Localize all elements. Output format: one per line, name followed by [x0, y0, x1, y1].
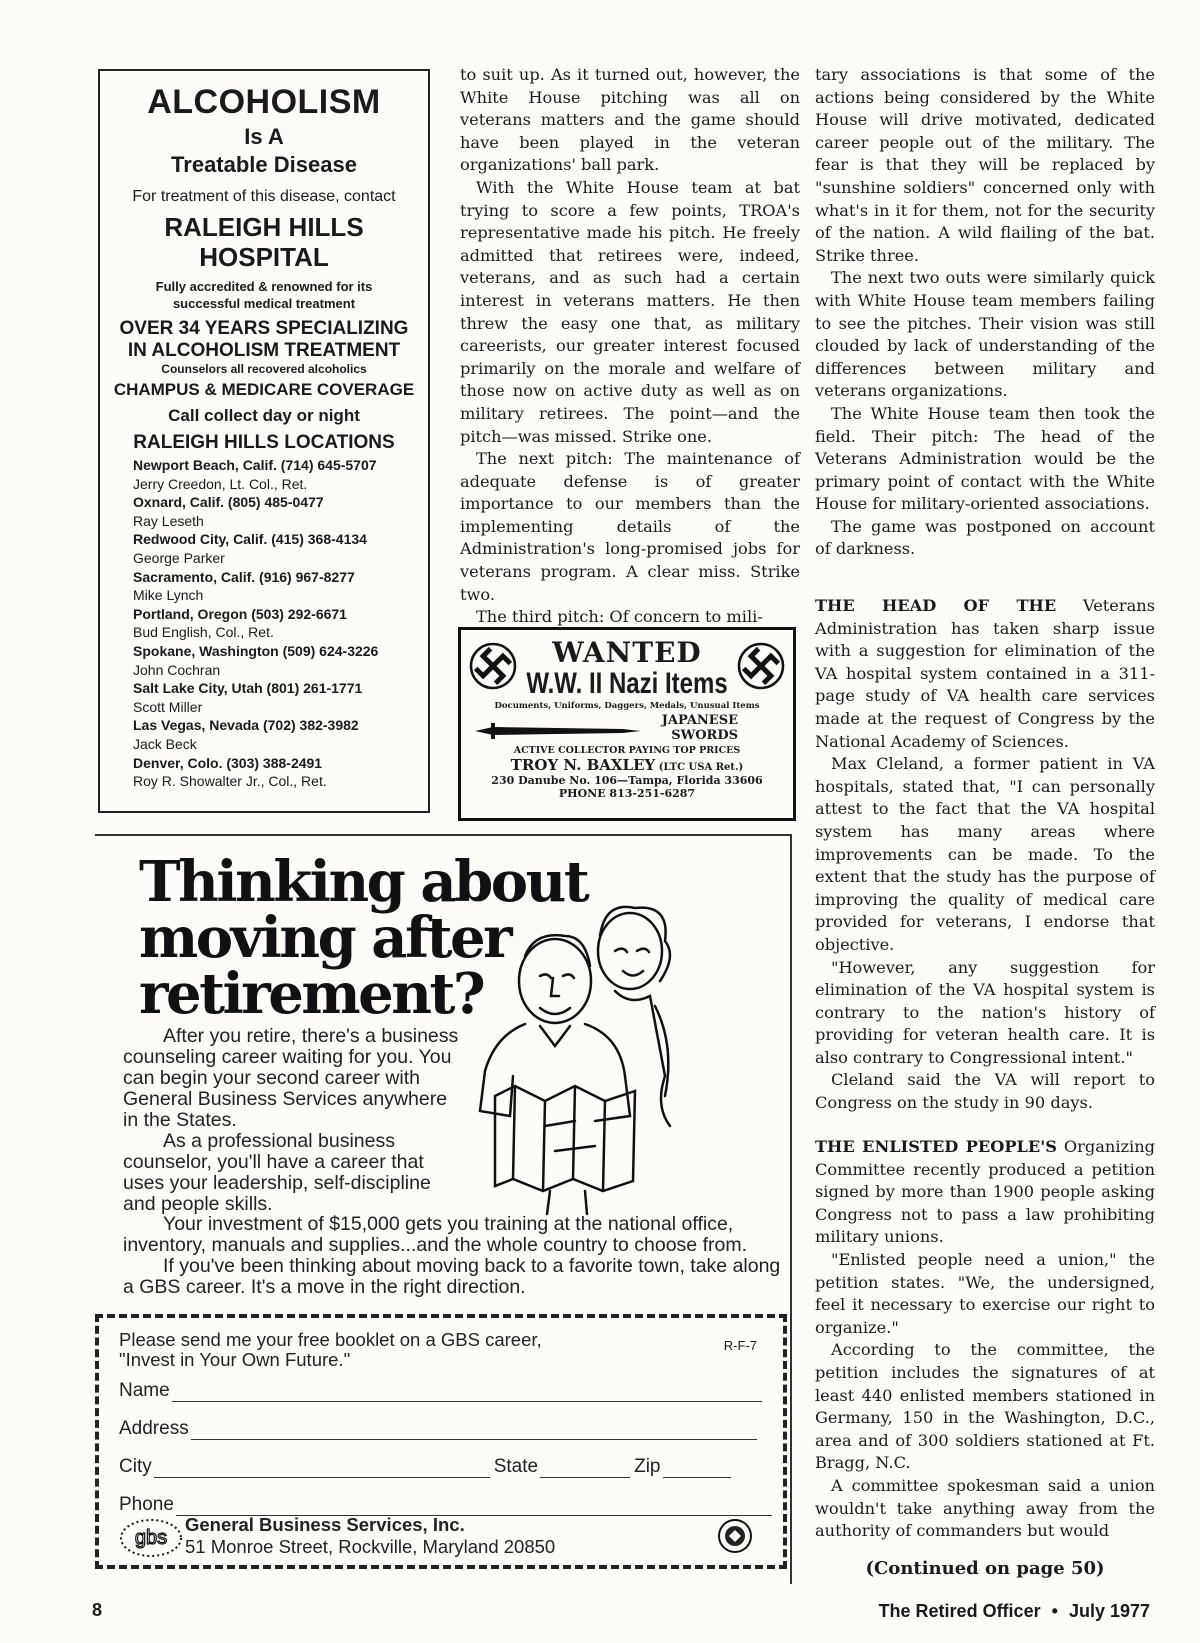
locations-list [100, 456, 428, 791]
couple-illustration [455, 896, 755, 1216]
wanted-subtitle: W.W. II Nazi Items [526, 667, 728, 700]
paragraph: According to the committee, the petition includes the signatures of at least 440 enlisted members stationed in Germany, 150 in the Washington, D.C., area and of 300 soldiers stationed at Ft. Bragg, N.C. [815, 1340, 1155, 1473]
coupon-request [119, 1330, 542, 1370]
article-column-middle [460, 64, 800, 629]
section-lead: THE ENLISTED PEOPLE'S [815, 1137, 1057, 1156]
coupon-form [95, 1314, 787, 1569]
address-label: Address [119, 1418, 189, 1439]
ad-title: ALCOHOLISM [147, 83, 381, 121]
swords-line-1: JAPANESE [661, 713, 738, 728]
publication-footer [879, 1601, 1150, 1622]
address-line[interactable] [191, 1438, 757, 1440]
location-city: Portland, Oregon (503) 292-6671 [133, 605, 347, 622]
ad-subtitle-2: Treatable Disease [171, 152, 357, 177]
city-label: City [119, 1456, 152, 1477]
location-city: Las Vegas, Nevada (702) 382-3982 [133, 717, 359, 734]
hospital-line-2: HOSPITAL [199, 242, 329, 272]
state-line[interactable] [540, 1476, 630, 1478]
headline-line-2: moving after [139, 905, 511, 971]
wanted-ad [458, 627, 796, 821]
collector-name [461, 756, 793, 774]
location-person: Scott Miller [133, 698, 203, 715]
sword-icon [473, 717, 643, 745]
rank-text: (LTC USA Ret.) [655, 762, 744, 773]
publication-name: The Retired Officer [878, 1601, 1041, 1621]
name-label: Name [119, 1380, 170, 1401]
article-section-union [815, 1136, 1155, 1543]
phone-label: Phone [119, 1494, 174, 1515]
paragraph: If you've been thinking about moving back to a favorite town, take along a GBS career. It's a move in the right direction. [123, 1255, 781, 1298]
call-note: Call collect day or night [168, 406, 360, 425]
state-label: State [493, 1456, 539, 1477]
paragraph [815, 595, 1155, 753]
paragraph: "However, any suggestion for elimination of the VA hospital system is contrary to the nation's history of providing for veteran health care. It is also contrary to Congressional intent." [815, 957, 1155, 1067]
paragraph: tary associations is that some of the actions being considered by the White House will drive motivated, dedicated career people out of the military. The fear is that they will be replaced by "sunshine soldiers" concerned only with what's in it for them, not for the security of the nation. A wild flailing of the bat. Strike three. [815, 65, 1155, 265]
request-line-1: Please send me your free booklet on a GBS career, [119, 1329, 542, 1350]
location-city: Newport Beach, Calif. (714) 645-5707 [133, 457, 377, 473]
specializing-line-1: OVER 34 YEARS SPECIALIZING [119, 318, 409, 339]
paragraph: to suit up. As it turned out, however, the White House pitching was all on veterans matters and the game should have been played in the veteran organizations' ball park. [460, 65, 800, 175]
hospital-name [100, 212, 428, 272]
gbs-body-2 [123, 1214, 783, 1298]
hospital-line-1: RALEIGH HILLS [164, 212, 364, 242]
paragraph: The third pitch: Of concern to mili- [476, 607, 763, 627]
accreditation-line-1: Fully accredited & renowned for its [155, 279, 373, 294]
footer-bullet: • [1051, 1601, 1058, 1621]
gbs-body-1 [123, 1026, 463, 1215]
paragraph [815, 1136, 1155, 1249]
wanted-title: WANTED [552, 636, 702, 669]
paragraph: The next pitch: The maintenance of adequate defense is of greater importance to our members than the implementing details of the Administration's long-promised jobs for veterans program. A clear miss. Strike two. [460, 449, 800, 604]
swords-line-2: SWORDS [671, 728, 738, 743]
paragraph: Max Cleland, a former patient in VA hospitals, stated that, "I can personally attest to the fact that the VA hospital system has many areas where improvements can be made. To the extent that the study has the purpose of improving the quality of medical care provided for veterans, I endorse that objective. [815, 754, 1155, 954]
logo-text: gbs [134, 1527, 168, 1549]
article-section-va [815, 595, 1155, 1115]
location-person: Jerry Creedon, Lt. Col., Ret. [133, 475, 308, 492]
specializing [100, 318, 428, 362]
city-line[interactable] [154, 1476, 490, 1478]
name-field[interactable] [119, 1380, 762, 1402]
paragraph: The game was postponed on account of darkness. [815, 516, 1155, 559]
paragraph: Cleland said the VA will report to Congress on the study in 90 days. [815, 1070, 1155, 1113]
location-person: Ray Leseth [133, 512, 204, 529]
paragraph-text: Veterans Administration has taken sharp issue with a suggestion for elimination of the VA hospital system contained in a 311-page study of VA health care services made at the request of Congress by the National Academy of Sciences. [815, 596, 1155, 751]
paragraph: With the White House team at bat trying to score a few points, TROA's representative made his pitch. He freely admitted that retirees were, indeed, veterans, and as such had a certain interest in veterans matters. He then threw the easy one that, as military careerists, our greater interest focused primarily on the morale and welfare of those now on active duty as well as on military retirees. The point—and the pitch—was missed. Strike one. [460, 177, 800, 446]
section-lead: THE HEAD OF THE [815, 596, 1057, 615]
location-person: Mike Lynch [133, 587, 204, 604]
location-city: Oxnard, Calif. (805) 485-0477 [133, 494, 324, 511]
collector-phone: PHONE 813-251-6287 [558, 787, 696, 800]
zip-line[interactable] [663, 1476, 731, 1478]
request-line-2: "Invest in Your Own Future." [119, 1349, 351, 1370]
location-city: Sacramento, Calif. (916) 967-8277 [133, 568, 355, 585]
accreditation [100, 278, 428, 312]
article-column-right [815, 64, 1155, 561]
alcoholism-ad [98, 69, 430, 813]
location-person: George Parker [133, 549, 225, 566]
specializing-line-2: IN ALCOHOLISM TREATMENT [127, 340, 401, 361]
coupon-code: R-F-7 [723, 1338, 757, 1353]
paragraph: Your investment of $15,000 gets you training at the national office, inventory, manuals and supplies...and the whole country to choose from. [123, 1213, 747, 1256]
location-city: Salt Lake City, Utah (801) 261-1771 [133, 680, 363, 697]
paragraph: The White House team then took the field. Their pitch: The head of the Veterans Administration would be the primary point of contact with the White House for military-oriented associations. [815, 403, 1155, 514]
headline-line-1: Thinking about [139, 849, 588, 915]
counselors-note: Counselors all recovered alcoholics [161, 362, 367, 376]
paragraph: A committee spokesman said a union wouldn't take anything away from the authority of commanders but would [815, 1475, 1155, 1541]
collector-note: ACTIVE COLLECTOR PAYING TOP PRICES [513, 745, 741, 756]
paragraph: As a professional business counselor, you'll have a career that uses your leadership, self-discipline and people skills. [123, 1130, 431, 1215]
ad-subtitle: Is A [244, 124, 284, 149]
continued-note: (Continued on page 50) [865, 1558, 1105, 1579]
location-person: Bud English, Col., Ret. [133, 624, 274, 641]
location-city: Spokane, Washington (509) 624-3226 [133, 642, 379, 659]
name-line[interactable] [172, 1400, 762, 1402]
headline-line-3: retirement? [139, 961, 484, 1027]
location-city: Redwood City, Calif. (415) 368-4134 [133, 531, 367, 548]
accreditation-line-2: successful medical treatment [172, 296, 356, 311]
page-number: 8 [92, 1600, 103, 1620]
paragraph: "Enlisted people need a union," the petition states. "We, the undersigned, feel it necessary to exercise our right to organize." [815, 1249, 1155, 1337]
gbs-logo-icon [119, 1518, 183, 1558]
address-field[interactable] [119, 1418, 757, 1440]
city-field[interactable] [119, 1456, 731, 1478]
seal-icon [717, 1518, 753, 1554]
name-text: TROY N. BAXLEY [510, 756, 656, 774]
paragraph: After you retire, there's a business counseling career waiting for you. You can begin your second career with General Business Services anywhere in the States. [123, 1025, 459, 1131]
location-person: Roy R. Showalter Jr., Col., Ret. [133, 773, 327, 790]
wanted-items: Documents, Uniforms, Daggers, Medals, Unusual Items [494, 701, 760, 711]
publication-date: July 1977 [1068, 1601, 1150, 1621]
paragraph: The next two outs were similarly quick with White House team members failing to see the pitches. Their vision was still clouded by lack of understanding of the differences between military and veterans organizations. [815, 268, 1155, 401]
location-person: Jack Beck [133, 735, 197, 752]
location-city: Denver, Colo. (303) 388-2491 [133, 754, 323, 771]
locations-title: RALEIGH HILLS LOCATIONS [133, 432, 395, 453]
ad-contact: For treatment of this disease, contact [132, 188, 396, 205]
company-info [185, 1514, 555, 1558]
collector-address: 230 Danube No. 106—Tampa, Florida 33606 [491, 774, 763, 787]
zip-label: Zip [634, 1456, 661, 1477]
company-address: 51 Monroe Street, Rockville, Maryland 20850 [185, 1536, 556, 1557]
gbs-ad [95, 834, 792, 1584]
company-name: General Business Services, Inc. [185, 1514, 465, 1535]
location-person: John Cochran [133, 661, 221, 678]
paragraph-text: Organizing Committee recently produced a petition signed by more than 1900 people asking Congress not to pass a law prohibiting military unions. [815, 1137, 1155, 1247]
coverage-note: CHAMPUS & MEDICARE COVERAGE [113, 380, 415, 399]
phone-field[interactable] [119, 1494, 772, 1516]
